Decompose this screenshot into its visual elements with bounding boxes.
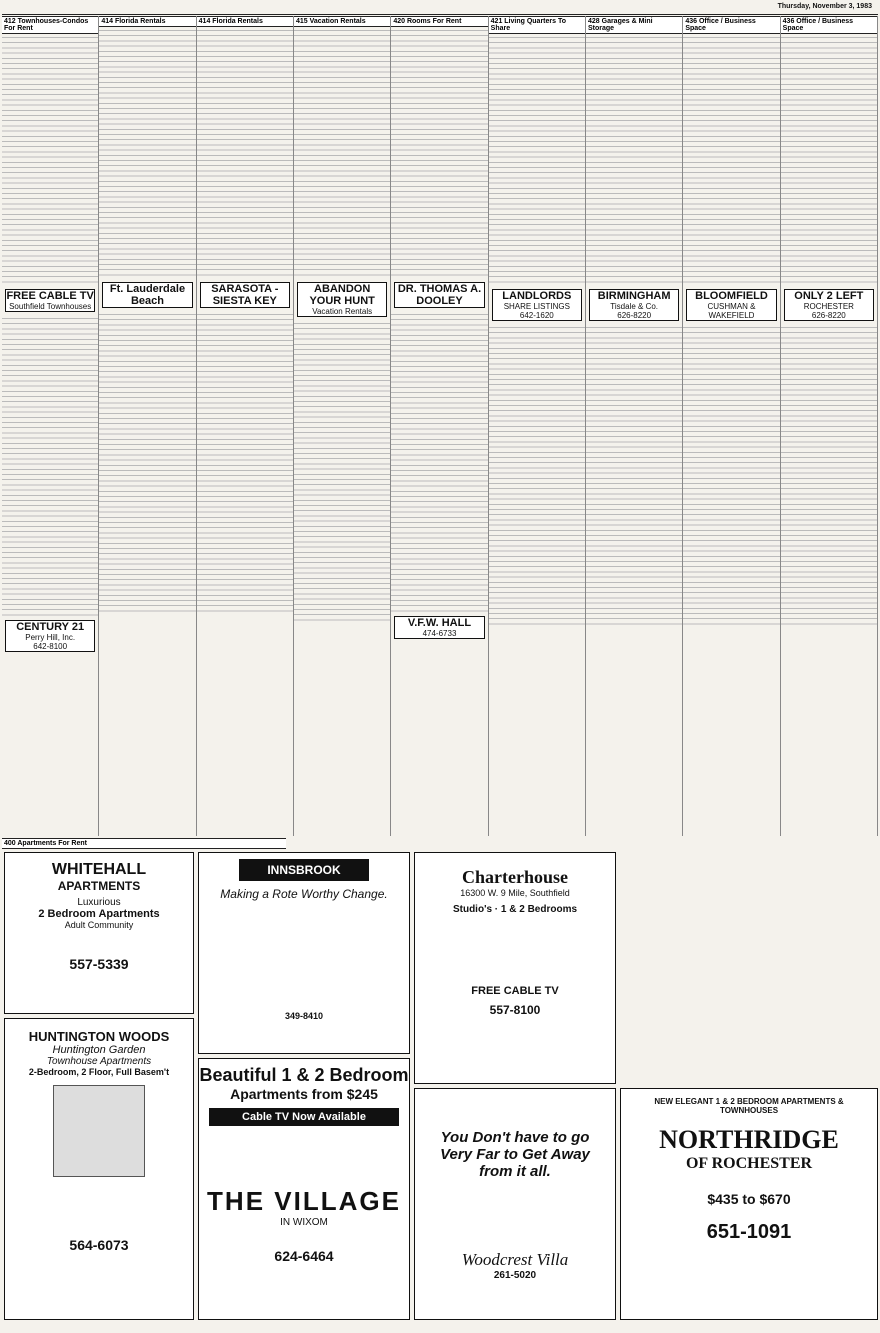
column-heading: 436 Office / Business Space	[781, 16, 877, 34]
ad-phone: 557-8100	[489, 1003, 541, 1017]
listing-text-block	[683, 324, 779, 626]
ad-text: Ft. Lauderdale Beach	[109, 283, 186, 307]
ad-phone: 261-5020	[493, 1270, 537, 1281]
ad-text: BIRMINGHAM	[597, 290, 671, 302]
boxed-ad	[5, 620, 95, 652]
ad-line: 2-Bedroom, 2 Floor, Full Basem't	[28, 1067, 170, 1077]
ad-text: CENTURY 21	[16, 621, 85, 633]
column	[99, 16, 196, 836]
ad-text: SHARE LISTINGS	[503, 302, 570, 311]
listing-text-block	[99, 311, 195, 613]
ad-text: 626-8220	[617, 311, 652, 320]
ad-text: CUSHMAN & WAKEFIELD	[707, 302, 756, 320]
masthead-date: Thursday, November 3, 1983	[777, 3, 872, 10]
ad-price: $435 to $670	[707, 1191, 791, 1207]
listing-text-block	[683, 34, 779, 286]
ad-text: Vacation Rentals	[312, 307, 373, 316]
listing-text-block	[489, 34, 585, 286]
column	[2, 16, 99, 836]
boxed-ad	[200, 282, 290, 308]
ad-phone: 557-5339	[69, 956, 129, 972]
boxed-ad	[394, 282, 484, 308]
listing-text-block	[391, 27, 487, 279]
column-heading: 428 Garages & Mini Storage	[586, 16, 682, 34]
ad-text: 642-1620	[519, 311, 554, 320]
village-ad	[198, 1058, 410, 1320]
whitehall-ad	[4, 852, 194, 1014]
ad-text: DR. THOMAS A. DOOLEY	[397, 283, 482, 307]
boxed-ad	[784, 289, 874, 321]
ad-text: 642-8100	[33, 642, 68, 651]
column	[391, 16, 488, 836]
column-heading: 421 Living Quarters To Share	[489, 16, 585, 34]
ad-text: Perry Hill, Inc.	[25, 633, 76, 642]
ad-name: Woodcrest Villa	[461, 1250, 569, 1269]
ad-title: NORTHRIDGE	[659, 1125, 839, 1154]
section-header: 400 Apartments For Rent	[2, 838, 286, 849]
ad-subtitle: Apartments from $245	[230, 1086, 378, 1102]
northridge-ad	[620, 1088, 878, 1320]
listing-text-block	[294, 27, 390, 279]
display-ads	[2, 838, 878, 1330]
innsbrook-ad	[198, 852, 410, 1054]
column-heading: 412 Townhouses-Condos For Rent	[2, 16, 98, 34]
boxed-ad	[5, 289, 95, 312]
column	[294, 16, 391, 836]
boxed-ad	[102, 282, 192, 308]
listing-text-block	[2, 34, 98, 286]
ad-place: IN WIXOM	[280, 1217, 328, 1228]
masthead	[2, 0, 878, 15]
ad-title: Beautiful 1 & 2 Bedroom	[199, 1065, 409, 1085]
ad-text: FREE CABLE TV	[6, 290, 94, 302]
ad-phone: 624-6464	[274, 1248, 334, 1264]
ad-text: Tisdale & Co.	[610, 302, 659, 311]
listing-text-block	[99, 27, 195, 279]
listing-text-block	[489, 324, 585, 626]
ad-text: SARASOTA - SIESTA KEY	[211, 283, 279, 307]
column-heading: 420 Rooms For Rent	[391, 16, 487, 27]
ad-title: WHITEHALL	[51, 861, 147, 878]
ad-line: Studio's · 1 & 2 Bedrooms	[452, 904, 578, 915]
ad-text: ABANDON YOUR HUNT	[309, 283, 375, 307]
column-heading: 436 Office / Business Space	[683, 16, 779, 34]
ad-phone: 651-1091	[706, 1221, 792, 1243]
ad-phone: 564-6073	[69, 1237, 129, 1253]
column	[683, 16, 780, 836]
classified-columns	[2, 16, 878, 836]
ad-title: HUNTINGTON WOODS	[28, 1029, 170, 1044]
huntington-ad	[4, 1018, 194, 1320]
listing-text-block	[781, 324, 877, 626]
listing-text-block	[294, 320, 390, 622]
ad-name: THE VILLAGE	[207, 1186, 401, 1216]
ad-line: Luxurious	[77, 897, 121, 908]
woodcrest-ad	[414, 1088, 616, 1320]
column	[489, 16, 586, 836]
column-heading: 415 Vacation Rentals	[294, 16, 390, 27]
boxed-ad	[394, 616, 484, 639]
ad-title: Charterhouse	[462, 867, 568, 887]
listing-text-block	[586, 324, 682, 626]
boxed-ad	[297, 282, 387, 317]
listing-text-block	[586, 34, 682, 286]
listing-text-block	[197, 27, 293, 279]
ad-text: 626-8220	[811, 311, 846, 320]
listing-text-block	[781, 34, 877, 286]
ad-subtitle: APARTMENTS	[57, 879, 141, 893]
ad-subtitle: OF ROCHESTER	[685, 1155, 813, 1172]
ad-line: Adult Community	[64, 920, 134, 930]
ad-line: FREE CABLE TV	[471, 985, 559, 997]
ad-title: You Don't have to go Very Far to Get Away from it all.	[440, 1129, 590, 1180]
boxed-ad	[686, 289, 776, 321]
listing-text-block	[197, 311, 293, 613]
ad-text: V.F.W. HALL	[407, 617, 472, 629]
listing-text-block	[2, 315, 98, 617]
map-image	[53, 1085, 145, 1177]
ad-text: LANDLORDS	[502, 290, 572, 302]
ad-subtitle: 16300 W. 9 Mile, Southfield	[460, 888, 570, 898]
listing-text-block	[391, 311, 487, 613]
ad-text: Southfield Townhouses	[9, 302, 92, 311]
ad-text: ONLY 2 LEFT	[794, 290, 864, 302]
charterhouse-ad	[414, 852, 616, 1084]
column-heading: 414 Florida Rentals	[99, 16, 195, 27]
column	[781, 16, 878, 836]
boxed-ad	[589, 289, 679, 321]
column	[586, 16, 683, 836]
ad-text: 474-6733	[422, 629, 457, 638]
boxed-ad	[492, 289, 582, 321]
ad-line: 2 Bedroom Apartments	[38, 908, 160, 920]
ad-tag: NEW ELEGANT 1 & 2 BEDROOM APARTMENTS & TOWNHOUSES	[654, 1097, 844, 1115]
ad-subtitle: Making a Rote Worthy Change.	[220, 887, 388, 901]
ad-text: BLOOMFIELD	[695, 290, 768, 302]
ad-title: INNSBROOK	[239, 859, 369, 881]
column	[197, 16, 294, 836]
ad-text: ROCHESTER	[803, 302, 854, 311]
ad-line: Townhouse Apartments	[46, 1056, 152, 1067]
ad-phone: 349-8410	[284, 1011, 324, 1021]
column-heading: 414 Florida Rentals	[197, 16, 293, 27]
ad-subtitle: Huntington Garden	[52, 1044, 146, 1056]
ad-tag: Cable TV Now Available	[209, 1108, 399, 1126]
